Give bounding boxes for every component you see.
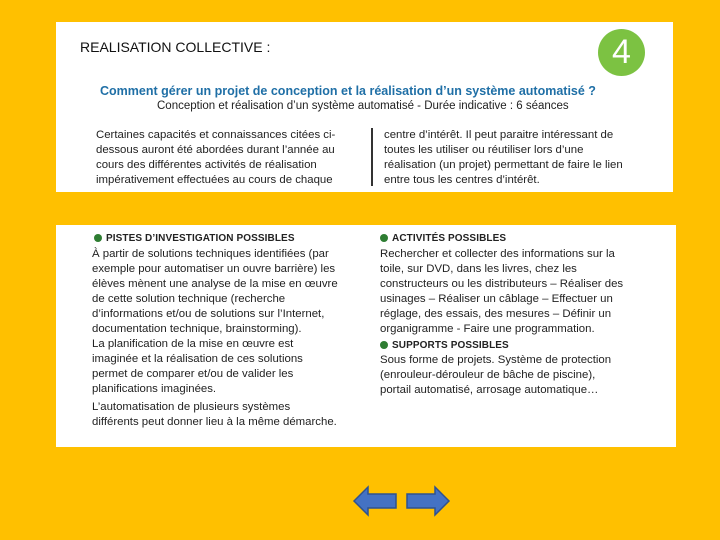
pistes-title [94,233,295,244]
column-divider [371,128,373,186]
activites-title [380,233,506,244]
text-line: La planification de la mise en œuvre est [92,338,294,350]
activites-column [380,247,642,337]
details-panel [56,225,676,447]
text-line: planifications imaginées. [92,383,217,395]
text-line: permet de comparer et/ou de valider les [92,368,294,380]
slide-title: REALISATION COLLECTIVE : [80,39,271,55]
text-line: réglage, des essais, des mesures – Définir un [380,308,612,320]
text-line: Rechercher et collecter des informations sur la [380,248,615,260]
text-line: d’informations et/ou de solutions sur l’Internet, [92,308,325,320]
step-number-badge: 4 [598,29,645,76]
text-line: portail automatisé, arrosage automatique… [380,384,599,396]
text-line: À partir de solutions techniques identifiées (par [92,248,329,260]
bullet-icon [380,234,388,242]
bullet-icon [380,341,388,349]
text-line: cours des différentes activités de réalisation [96,159,317,171]
activites-title-text: ACTIVITÉS POSSIBLES [392,233,507,244]
text-line: de cette solution technique (recherche [92,293,286,305]
next-slide-button[interactable] [405,484,451,518]
pistes-column [92,247,354,430]
intro-panel [56,22,673,192]
text-line: centre d’intérêt. Il peut paraitre intéressant de [384,129,614,141]
pistes-title-text: PISTES D’INVESTIGATION POSSIBLES [106,233,295,244]
text-line: exemple pour automatiser un ouvre barrière) les [92,263,336,275]
left-arrow-icon [352,484,398,518]
text-line: imaginée et la réalisation de ces solutions [92,353,303,365]
text-line: usinages – Réaliser un câblage – Effectuer un [380,293,613,305]
bullet-icon [94,234,102,242]
right-arrow-icon [405,484,451,518]
text-line: documentation technique, brainstorming). [92,323,302,335]
text-line: entre tous les centres d’intérêt. [384,174,540,186]
intro-right-column [384,128,649,188]
previous-slide-button[interactable] [352,484,398,518]
text-line: toile, sur DVD, dans les livres, chez les [380,263,577,275]
text-line: élèves mènent une analyse de la mise en œuvre [92,278,338,290]
supports-column [380,353,642,398]
section-heading: Comment gérer un projet de conception et la réalisation d’un système automatisé ? [100,84,596,98]
text-line: L’automatisation de plusieurs systèmes [92,401,291,413]
text-line: impérativement effectuées au cours de chaque [96,174,333,186]
text-line: Certaines capacités et connaissances citées ci- [96,129,336,141]
supports-title [380,340,509,351]
text-line: dessous auront été abordées durant l’année au [96,144,335,156]
text-line: différents peut donner lieu à la même démarche. [92,416,337,428]
text-line: réalisation (un projet) permettant de faire le lien [384,159,623,171]
text-line: toutes les utiliser ou réutiliser lors d’une [384,144,584,156]
intro-left-column [96,128,358,188]
text-line: organigramme - Faire une programmation. [380,323,595,335]
text-line: (enrouleur-dérouleur de bâche de piscine), [380,369,596,381]
text-line: constructeurs ou les distributeurs – Réaliser des [380,278,624,290]
text-line: Sous forme de projets. Système de protection [380,354,612,366]
section-subheading: Conception et réalisation d’un système automatisé - Durée indicative : 6 séances [157,100,569,112]
supports-title-text: SUPPORTS POSSIBLES [392,340,509,351]
